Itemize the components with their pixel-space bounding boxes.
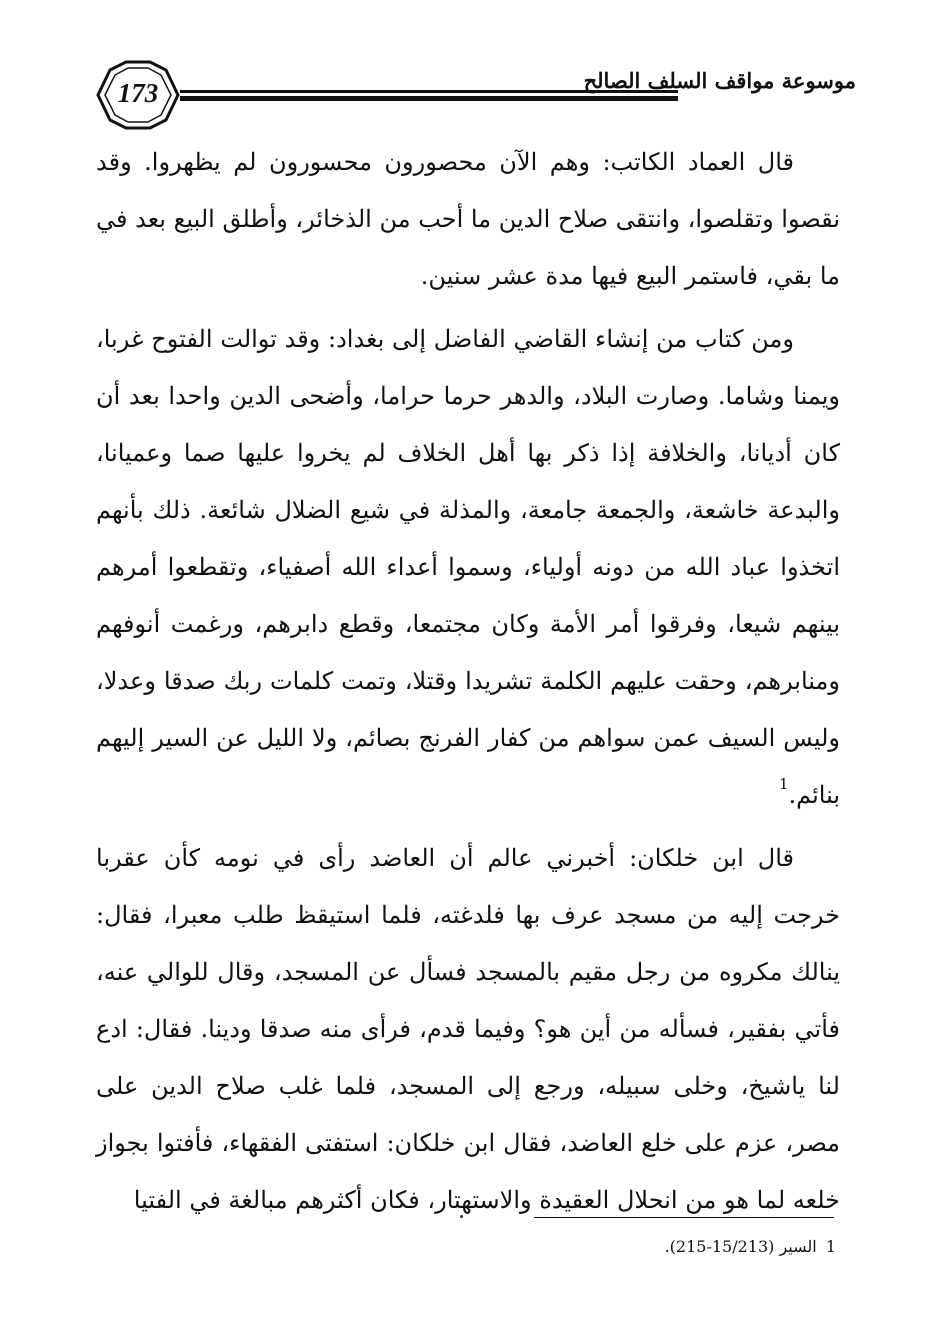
page-header <box>96 60 856 130</box>
page-number-badge <box>96 60 180 130</box>
paragraph-1: قال العماد الكاتب: وهم الآن محصورون محسورون لم يظهروا. وقد نقصوا وتقلصوا، وانتقى صلاح الدين ما أحب من الذخائر، وأطلق البيع بعد في ما بقي، فاستمر البيع فيها مدة عشر سنين. <box>96 148 840 290</box>
paragraph-2 <box>96 311 840 824</box>
footnote-1 <box>336 1236 836 1258</box>
footnote-number: 1 <box>825 1237 836 1256</box>
footnote-reference[interactable]: 1 <box>778 775 789 793</box>
page-number: 173 <box>117 78 159 108</box>
page-body <box>96 134 840 1235</box>
footnote-text: السير (15/213-215). <box>664 1237 817 1256</box>
paragraph-3: قال ابن خلكان: أخبرني عالم أن العاضد رأى في نومه كأن عقربا خرجت إليه من مسجد عرف بها فلدغته، فلما استيقظ طلب معبرا، فقال: ينالك مكروه من رجل مقيم بالمسجد فسأل عن المسجد، وقال للوالي عنه، فأتي بفقير، فسأله من أين هو؟ وفيما قدم، فرأى منه صدقا ودينا. فقال: ادع لنا ياشيخ، وخلى سبيله، ورجع إلى المسجد، فلما غلب صلاح الدين على مصر، عزم على خلع العاضد، فقال ابن خلكان: استفتى الفقهاء، فأفتوا بجواز خلعه لما هو من انحلال العقيدة والاستهتار، فكان أكثرهم مبالغة في الفتيا <box>96 844 840 1214</box>
footnote-separator <box>534 1217 834 1218</box>
stray-dot <box>460 1215 463 1218</box>
running-title: موسوعة مواقف السلف الصالح <box>583 68 856 93</box>
paragraph-2-text: ومن كتاب من إنشاء القاضي الفاضل إلى بغداد: وقد توالت الفتوح غربا، ويمنا وشاما. وصارت البلاد، والدهر حرما حراما، وأضحى الدين واحدا بعد أن كان أديانا، والخلافة إذا ذكر بها أهل الخلاف لم يخروا عليها صما وعميانا، والبدعة خاشعة، والجمعة جامعة، والمذلة في شيع الضلال شائعة. ذلك بأنهم اتخذوا عباد الله من دونه أولياء، وسموا أعداء الله أصفياء، وتقطعوا أمرهم بينهم شيعا، وفرقوا أمر الأمة وكان مجتمعا، وقطع دابرهم، ورغمت أنوفهم ومنابرهم، وحقت عليهم الكلمة تشريدا وقتلا، وتمت كلمات ربك صدقا وعدلا، وليس السيف عمن سواهم من كفار الفرنج بصائم، ولا الليل عن السير إليهم بنائم. <box>96 325 840 809</box>
